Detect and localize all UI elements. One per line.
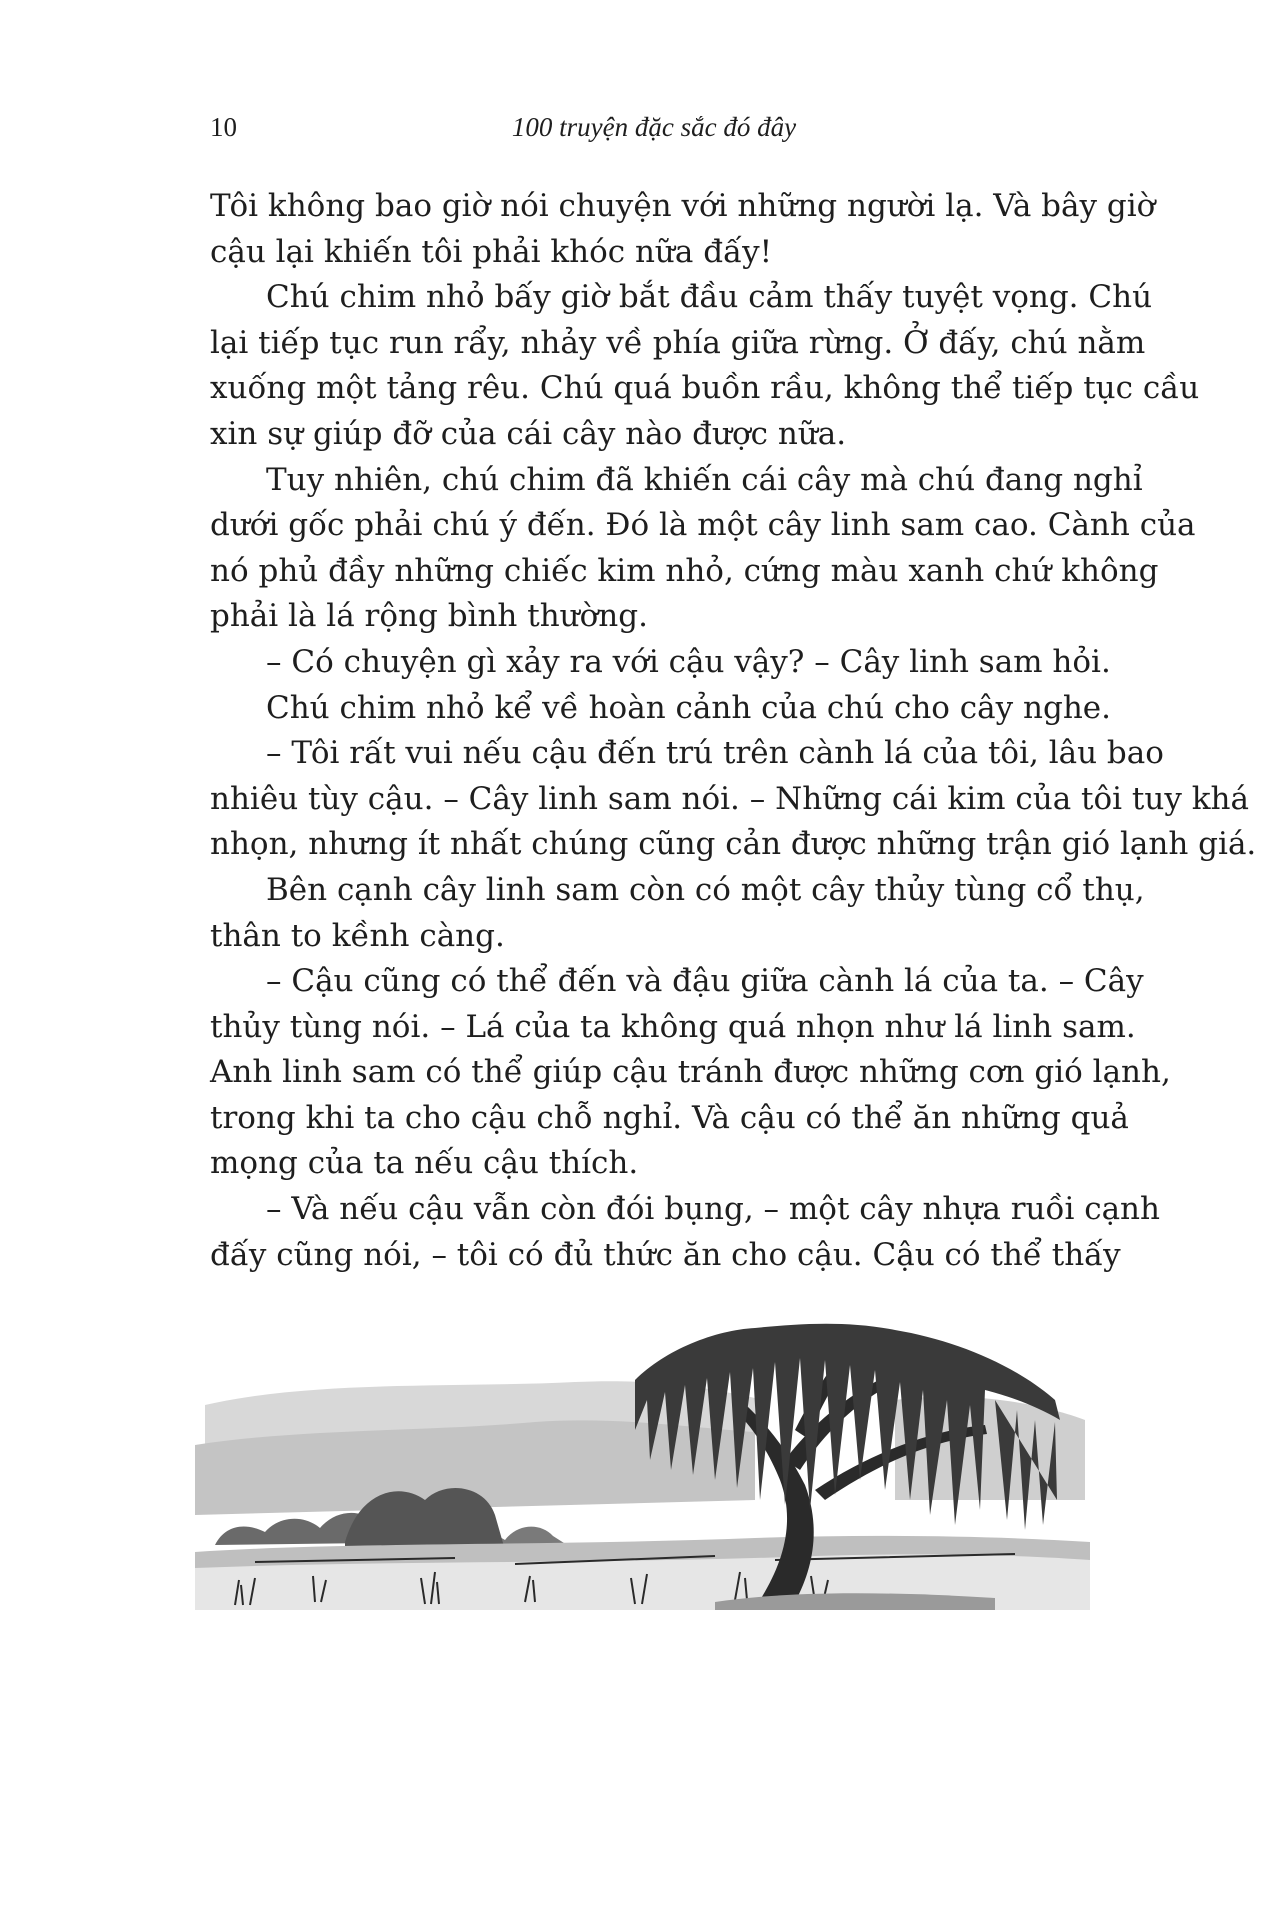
text-line: lại tiếp tục run rẩy, nhảy về phía giữa rừng. Ở đấy, chú nằm [210,324,1146,361]
text-line: Tôi không bao giờ nói chuyện với những người lạ. Và bây giờ [210,188,1156,224]
text-line: nó phủ đầy những chiếc kim nhỏ, cứng màu xanh chứ không [210,552,1159,589]
text-line: đấy cũng nói, – tôi có đủ thức ăn cho cậu. Cậu có thể thấy [210,1236,1121,1273]
text-line: Anh linh sam có thể giúp cậu tránh được những cơn gió lạnh, [210,1054,1171,1091]
page-header [210,112,1098,152]
text-line: nhọn, nhưng ít nhất chúng cũng cản được những trận gió lạnh giá. [210,826,1257,863]
story-text [210,184,1257,1278]
text-line: thủy tùng nói. – Lá của ta không quá nhọn như lá linh sam. [210,1008,1136,1045]
text-line: dưới gốc phải chú ý đến. Đó là một cây linh sam cao. Cành của [210,507,1196,544]
text-line: – Tôi rất vui nếu cậu đến trú trên cành lá của tôi, lâu bao [266,735,1164,772]
page-number: 10 [210,112,237,142]
text-line: phải là lá rộng bình thường. [210,598,648,635]
text-line: trong khi ta cho cậu chỗ nghỉ. Và cậu có thể ăn những quả [210,1099,1129,1136]
text-line: cậu lại khiến tôi phải khóc nữa đấy! [210,233,773,270]
text-line: thân to kềnh càng. [210,917,505,954]
text-line: – Có chuyện gì xảy ra với cậu vậy? – Cây linh sam hỏi. [266,643,1111,680]
text-line: xin sự giúp đỡ của cái cây nào được nữa. [210,415,847,452]
text-line: nhiêu tùy cậu. – Cây linh sam nói. – Những cái kim của tôi tuy khá [210,780,1249,817]
text-line: – Và nếu cậu vẫn còn đói bụng, – một cây nhựa ruồi cạnh [266,1191,1160,1228]
text-line: mọng của ta nếu cậu thích. [210,1145,639,1182]
text-line: xuống một tảng rêu. Chú quá buồn rầu, không thể tiếp tục cầu [210,370,1200,407]
running-title: 100 truyện đặc sắc đó đây [511,112,797,142]
text-line: – Cậu cũng có thể đến và đậu giữa cành lá của ta. – Cây [266,963,1144,1000]
text-line: Chú chim nhỏ bấy giờ bắt đầu cảm thấy tuyệt vọng. Chú [266,279,1153,316]
text-line: Bên cạnh cây linh sam còn có một cây thủy tùng cổ thụ, [266,871,1145,908]
text-line: Chú chim nhỏ kể về hoàn cảnh của chú cho cây nghe. [266,689,1111,726]
text-line: Tuy nhiên, chú chim đã khiến cái cây mà chú đang nghỉ [266,461,1143,498]
willow-landscape-illustration [195,1310,1090,1630]
